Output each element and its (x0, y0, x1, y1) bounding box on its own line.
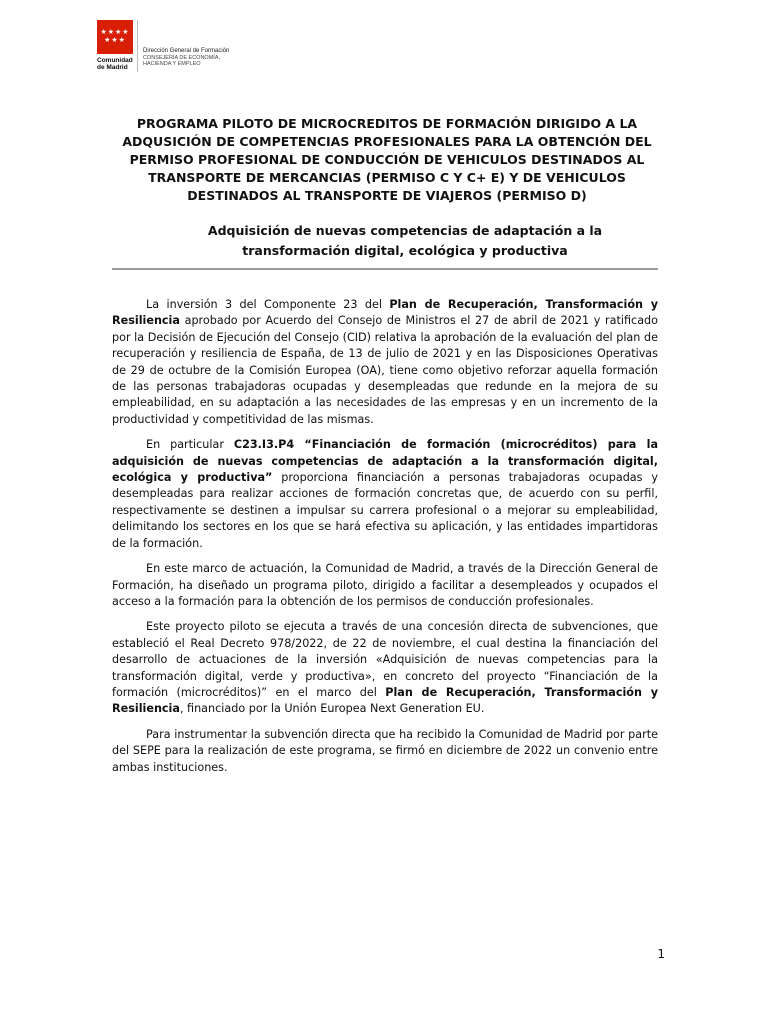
paragraph-4-text-c: , financiado por la Unión Europea Next Generation EU. (179, 702, 485, 716)
paragraph-1-text-a: La inversión 3 del Componente 23 del (146, 298, 390, 311)
paragraph-1 (112, 297, 658, 428)
paragraph-4-bold: Plan de Recuperación, Transformación y Resiliencia (112, 685, 658, 716)
paragraph-2 (112, 437, 658, 552)
paragraph-2-bold: C23.I3.P4 “Financiación de formación (microcréditos) para la adquisición de nuevas competencias de adaptación a la transformación digital, ecológica y productiva” (112, 438, 658, 485)
title-divider (112, 268, 658, 270)
logo-caption (97, 57, 137, 71)
paragraph-5: Para instrumentar la subvención directa que ha recibido la Comunidad de Madrid por parte del SEPE para la realización de este programa, se firmó en diciembre de 2022 un convenio entre ambas instituciones. (112, 727, 658, 774)
document-body (112, 297, 658, 785)
paragraph-4 (112, 619, 658, 717)
header-divider (137, 20, 138, 72)
document-subtitle: Adquisición de nuevas competencias de adaptación a la transformación digital, ecológica y productiva (207, 223, 603, 258)
paragraph-3: En este marco de actuación, la Comunidad de Madrid, a través de la Dirección General de Formación, ha diseñado un programa piloto, dirigido a facilitar a desempleados y ocupados el acceso a la formación para la obtención de los permisos de conducción profesionales. (112, 562, 658, 608)
paragraph-1-text-c: aprobado por Acuerdo del Consejo de Ministros el 27 de abril de 2021 y ratificado por la Decisión de Ejecución del Consejo (CID) relativa la aprobación de la evaluación del plan de recuperación y resiliencia de España, de 13 de julio de 2021 y en las Disposiciones Operativas de 29 de octubre de la Comisión Europea (OA), tiene como objetivo reforzar aquella formación de las personas trabajadoras ocupadas y desempleadas que redunde en la mejora de su empleabilidad, en su adaptación a las necesidades de las empresas y en un incremento de la productividad y competitividad de las mismas. (112, 314, 658, 426)
page-number: 1 (657, 947, 665, 961)
logo-name-line2: de Madrid (97, 64, 128, 71)
organization-name (143, 48, 273, 67)
comunidad-de-madrid-logo (97, 20, 133, 54)
stars-icon: ★★★★ ★★★ (100, 28, 130, 44)
org-line-2: CONSEJERÍA DE ECONOMÍA, (143, 55, 221, 61)
paragraph-2-text-c: proporciona financiación a personas trabajadoras ocupadas y desempleadas para realizar acciones de formación concretas que, de acuerdo con su perfil, respectivamente se destinen a impulsar su carrera profesional o a mejorar su empleabilidad, delimitando los sectores en los que se hará efectiva su aplicación, y las entidades impartidoras de la formación. (112, 471, 659, 550)
paragraph-1-bold: Plan de Recuperación, Transformación y Resiliencia (112, 298, 658, 328)
logo-name-line1: Comunidad (97, 57, 133, 64)
paragraph-2-text-a: En particular (146, 438, 234, 452)
document-title: PROGRAMA PILOTO DE MICROCREDITOS DE FORMACIÓN DIRIGIDO A LA ADQUSICIÓN DE COMPETENCIAS PROFESIONALES PARA LA OBTENCIÓN DEL PERMISO PROFESIONAL DE CONDUCCIÓN DE VEHICULOS DESTINADOS AL TRANSPORTE DE MERCANCIAS (PERMISO C Y C+ E) Y DE VEHICULOS DESTINADOS AL TRANSPORTE DE VIAJEROS (PERMISO D) (122, 116, 652, 203)
org-line-1: Dirección General de Formación (143, 48, 230, 54)
org-line-3: HACIENDA Y EMPLEO (143, 61, 201, 67)
paragraph-4-text-a: Este proyecto piloto se ejecuta a través de una concesión directa de subvenciones, que estableció el Real Decreto 978/2022, de 22 de noviembre, el cual destina la financiación del desarrollo de actuaciones de la inversión «Adquisición de nuevas competencias para la transformación digital, verde y productiva», en concreto del proyecto “Financiación de la formación (microcréditos)” en el marco del (112, 620, 658, 699)
